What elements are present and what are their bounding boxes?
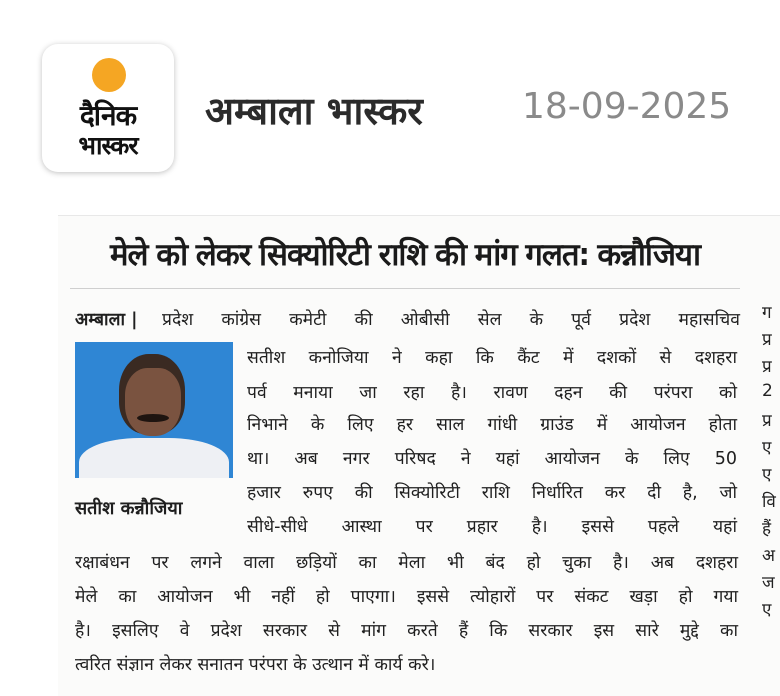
article-line-9: मेले का आयोजन भी नहीं हो पाएगा। इससे त्योहारों पर संकट खड़ा हो गया bbox=[75, 587, 738, 607]
logo-text-line2: भास्कर bbox=[78, 131, 138, 160]
logo-text-line1: दैनिक bbox=[79, 99, 137, 132]
dainik-bhaskar-logo bbox=[42, 44, 174, 172]
adjacent-column-fragment: 2 bbox=[762, 381, 773, 401]
adjacent-column-fragment: ज bbox=[762, 573, 775, 593]
edition-title: अम्बाला भास्कर bbox=[205, 89, 423, 133]
adjacent-column-fragment: प्र bbox=[762, 411, 772, 431]
adjacent-column-fragment: अ bbox=[762, 546, 775, 566]
article-line-10: है। इसलिए वे प्रदेश सरकार से मांग करते हैं कि सरकार इस सारे मुद्दे का bbox=[75, 621, 738, 641]
portrait-photo bbox=[75, 342, 233, 478]
photo-shirt bbox=[79, 438, 229, 478]
adjacent-column-fragment: प्र bbox=[762, 330, 772, 350]
article-headline: मेले को लेकर सिक्योरिटी राशि की मांग गलत: कन्नौजिया bbox=[110, 237, 700, 273]
edition-date: 18-09-2025 bbox=[522, 86, 732, 127]
adjacent-column-fragment: प्र bbox=[762, 357, 772, 377]
photo-caption: सतीश कन्नौजिया bbox=[75, 498, 183, 519]
article-line-1: प्रदेश कांग्रेस कमेटी की ओबीसी सेल के पूर्व प्रदेश महासचिव bbox=[162, 310, 740, 330]
article-line-2: सतीश कनोजिया ने कहा कि कैंट में दशकों से दशहरा bbox=[247, 348, 737, 368]
article-line-11: त्वरित संज्ञान लेकर सनातन परंपरा के उत्थान में कार्य करे। bbox=[75, 655, 436, 675]
article-line-5: था। अब नगर परिषद ने यहां आयोजन के लिए 50 bbox=[247, 449, 737, 469]
adjacent-column-fragment: ए bbox=[762, 438, 772, 458]
headline-divider bbox=[70, 288, 740, 289]
adjacent-column-fragment: हैं bbox=[762, 519, 772, 539]
article-line-4: निभाने के लिए हर साल गांधी ग्राउंड में आयोजन होता bbox=[247, 415, 737, 435]
article-line-6: हजार रुपए की सिक्योरिटी राशि निर्धारित कर दी है, जो bbox=[247, 483, 737, 503]
adjacent-column-fragment: ग bbox=[762, 303, 772, 323]
article-dateline: अम्बाला | bbox=[75, 310, 138, 330]
photo-face bbox=[125, 368, 181, 436]
sun-logo-icon bbox=[92, 58, 126, 92]
photo-mustache bbox=[137, 414, 169, 422]
adjacent-article-column bbox=[762, 300, 780, 624]
article-line-7: सीधे-सीधे आस्था पर प्रहार है। इससे पहले यहां bbox=[247, 517, 737, 537]
adjacent-column-fragment: वि bbox=[762, 492, 776, 512]
article-line-3: पर्व मनाया जा रहा है। रावण दहन की परंपरा को bbox=[247, 383, 737, 403]
adjacent-column-fragment: ए bbox=[762, 600, 772, 620]
adjacent-column-fragment: ए bbox=[762, 465, 772, 485]
article-line-8: रक्षाबंधन पर लगने वाला छड़ियों का मेला भी बंद हो चुका है। अब दशहरा bbox=[75, 553, 738, 573]
